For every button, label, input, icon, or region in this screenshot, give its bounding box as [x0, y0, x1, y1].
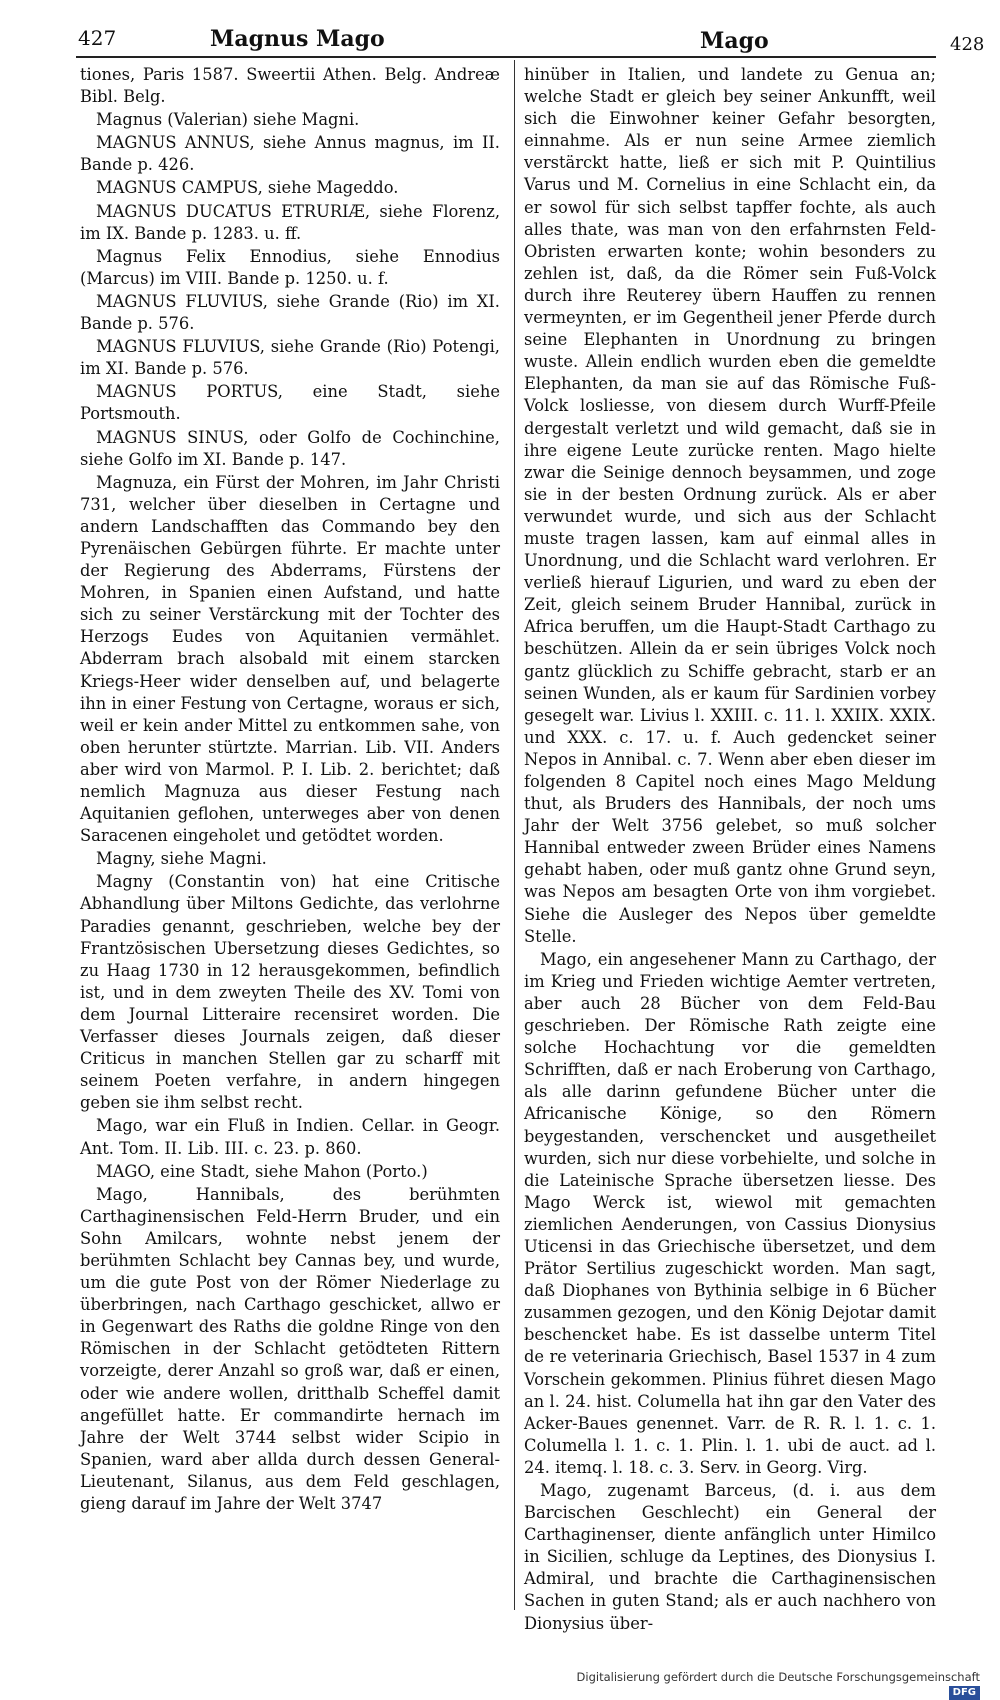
entry-paragraph: hinüber in Italien, und landete zu Genua an; welche Stadt er gleich bey seiner Ankunfft, weil sich die Einwohner keiner Gefahr besorgten, einnahme. Als er nun seine Armee ziemlich verstärckt hatte, ließ er sich mit P. Quintilius Varus und M. Cornelius in eine Schlacht ein, da er sowol für sich selbst tapffer fochte, als auch alles thate, was man von den erfahrnsten Feld-Obristen erwarten konte; wohin besonders zu zehlen ist, daß, da die Römer sein Fuß-Volck durch ihre Reuterey übern Hauffen zu rennen vermeynten, er im Gegentheil jener Pferde durch seine Elephanten in Unordnung zu bringen wuste. Allein endlich wurden eben die gemeldte Elephanten, da man sie auf das Römische Fuß-Volck losliesse, von diesem durch Wurff-Pfeile dergestalt verletzt und wild gemacht, daß sie in ihre eigene Leute zurücke renten. Mago hielte zwar die Seinige dennoch beysammen, und zoge sie in der besten Ordnung zurück. Als er aber verwundet wurde, und sich aus der Schlacht muste tragen lassen, kam auf einmal alles in Unordnung, und die Schlacht ward verlohren. Er verließ hierauf Ligurien, und ward zu eben der Zeit, gleich seinem Bruder Hannibal, zurück in Africa beruffen, um die Haupt-Stadt Carthago zu beschützen. Allein da er sein übriges Volck noch gantz glücklich zu Schiffe gebracht, starb er an seinen Wunden, als er kaum für Sardinien vorbey gesegelt war. Livius l. XXIII. c. 11. l. XXIIX. XXIX. und XXX. c. 17. u. f. Auch gedencket seiner Nepos in Annibal. c. 7. Wenn aber eben dieser im folgenden 8 Capitel noch eines Mago Meldung thut, als Bruders des Hannibals, der noch ums Jahr der Welt 3756 gelebet, so muß solcher Hannibal entweder zween Brüder eines Namens gehabt haben, oder muß gantz ohne Grund seyn, was Nepos am besagten Orte von ihm vorgiebet. Siehe die Ausleger des Nepos über gemeldte Stelle.	[524, 65, 936, 946]
column-divider	[514, 60, 515, 1610]
header-rule	[76, 56, 936, 58]
entry-paragraph: MAGNUS CAMPUS, siehe Mageddo.	[96, 178, 399, 198]
page-header	[0, 0, 1000, 60]
left-page-number: 427	[78, 26, 117, 50]
entry-paragraph: MAGNUS PORTUS, eine Stadt, siehe Portsmouth.	[80, 382, 500, 424]
entry-paragraph: MAGNUS DUCATUS ETRURIÆ, siehe Florenz, im IX. Bande p. 1283. u. ff.	[80, 201, 500, 243]
entry-paragraph: tiones, Paris 1587. Sweertii Athen. Belg. Andreæ Bibl. Belg.	[80, 65, 500, 107]
footer-text: Digitalisierung gefördert durch die Deutsche Forschungsgemeinschaft	[576, 1670, 980, 1684]
left-column	[80, 64, 500, 1516]
entry-paragraph: Mago, Hannibals, des berühmten Carthaginensischen Feld-Herrn Bruder, und ein Sohn Amilcars, wohnte nebst jenem der berühmten Schlacht bey Cannas bey, und wurde, um die gute Post von der Römer Niederlage zu überbringen, nach Carthago geschicket, allwo er in Gegenwart des Raths die goldne Ringe von den Römischen in der Schlacht getödteten Rittern vorzeigte, derer Anzahl so groß war, daß er einen, oder wie andere wollen, dritthalb Scheffel damit angefüllet hatte. Er commandirte hernach im Jahre der Welt 3744 selbst wider Scipio in Spanien, ward aber allda durch dessen General-Lieutenant, Silanus, aus dem Feld geschlagen, gieng darauf im Jahre der Welt 3747	[80, 1184, 500, 1513]
entry-paragraph: MAGNUS SINUS, oder Golfo de Cochinchine, siehe Golfo im XI. Bande p. 147.	[80, 427, 500, 469]
right-column	[524, 64, 936, 1636]
entry-paragraph: MAGNUS FLUVIUS, siehe Grande (Rio) im XI. Bande p. 576.	[80, 291, 500, 334]
entry-paragraph: Mago, war ein Fluß in Indien. Cellar. in Geogr. Ant. Tom. II. Lib. III. c. 23. p. 860.	[80, 1116, 500, 1158]
entry-paragraph: Magny, siehe Magni.	[96, 849, 267, 869]
digitization-footer	[560, 1670, 980, 1698]
dfg-logo: DFG	[949, 1686, 980, 1700]
entry-paragraph: MAGO, eine Stadt, siehe Mahon (Porto.)	[96, 1161, 428, 1181]
entry-paragraph: Magny (Constantin von) hat eine Critische Abhandlung über Miltons Gedichte, das verlohrne Paradies genannt, geschrieben, welche bey der Frantzösischen Ubersetzung dieses Gedichtes, so zu Haag 1730 in 12 herausgekommen, befindlich ist, und in dem zweyten Theile des XV. Tomi von dem Journal Litteraire recensiret worden. Die Verfasser dieses Journals zeigen, daß dieser Criticus in manchen Stellen gar zu scharff mit seinem Poeten verfahre, in andern hingegen geben sie ihm selbst recht.	[80, 872, 500, 1113]
entry-paragraph: Magnuza, ein Fürst der Mohren, im Jahr Christi 731, welcher über dieselben in Certagne und andern Landschafften das Commando bey den Pyrenäischen Gebürgen führte. Er machte unter der Regierung des Abderrams, Fürstens der Mohren, in Spanien einen Aufstand, und hatte sich zu seiner Verstärckung mit der Tochter des Herzogs Eudes von Aquitanien vermählet. Abderram brach alsobald mit einem starcken Kriegs-Heer wider denselben auf, und belagerte ihn in einer Festung von Certagne, woraus er sich, weil er kein ander Mittel zu entkommen sahe, von oben herunter stürtzte. Marrian. Lib. VII. Anders aber wird von Marmol. P. I. Lib. 2. berichtet; daß nemlich Magnuza aus dieser Festung nach Aquitanien geflohen, unterweges aber von denen Saracenen eingeholet und getödtet worden.	[80, 472, 500, 846]
right-running-title: Mago	[700, 28, 769, 54]
left-running-title: Magnus Mago	[210, 26, 385, 52]
entry-paragraph: Mago, ein angesehener Mann zu Carthago, der im Krieg und Frieden wichtige Aemter vertreten, aber auch 28 Bücher von dem Feld-Bau geschrieben. Der Römische Rath zeigte eine solche Hochachtung vor die gemeldten Schrifften, daß er nach Eroberung von Carthago, als alle darinn gefundene Bücher unter die Africanische Könige, so den Römern beygestanden, verschencket und ausgetheilet wurden, sich nur diese vorbehielte, und solche in die Lateinische Sprache übersetzen liesse. Des Mago Werck ist, wiewol mit gemachten ziemlichen Aenderungen, von Cassius Dionysius Uticensi in das Griechische übersetzet, und dem Prätor Sertilius zugeschickt worden. Man sagt, daß Diophanes von Bythinia selbige in 6 Bücher zusammen gezogen, und den König Dejotar damit beschencket habe. Es ist dasselbe unterm Titel de re veterinaria Griechisch, Basel 1537 in 4 zum Vorschein gekommen. Plinius führet diesen Mago an l. 24. hist. Columella hat ihn gar den Vater des Acker-Baues genennet. Varr. de R. R. l. 1. c. 1. Columella l. 1. c. 1. Plin. l. 1. ubi de auct. ad l. 24. itemq. l. 18. c. 3. Serv. in Georg. Virg.	[524, 949, 936, 1477]
entry-paragraph: MAGNUS ANNUS, siehe Annus magnus, im II. Bande p. 426.	[80, 133, 500, 175]
right-page-number: 428	[950, 34, 985, 55]
entry-paragraph: Mago, zugenamt Barceus, (d. i. aus dem Barcischen Geschlecht) ein General der Carthaginenser, diente anfänglich unter Himilco in Sicilien, schluge da Leptines, des Dionysius I. Admiral, und brachte die Carthaginensischen Sachen in guten Stand; als er auch nachhero von Dionysius über-	[524, 1481, 936, 1633]
entry-paragraph: Magnus (Valerian) siehe Magni.	[96, 110, 360, 130]
entry-paragraph: Magnus Felix Ennodius, siehe Ennodius (Marcus) im VIII. Bande p. 1250. u. f.	[80, 246, 500, 288]
entry-paragraph: MAGNUS FLUVIUS, siehe Grande (Rio) Potengi, im XI. Bande p. 576.	[80, 337, 500, 379]
